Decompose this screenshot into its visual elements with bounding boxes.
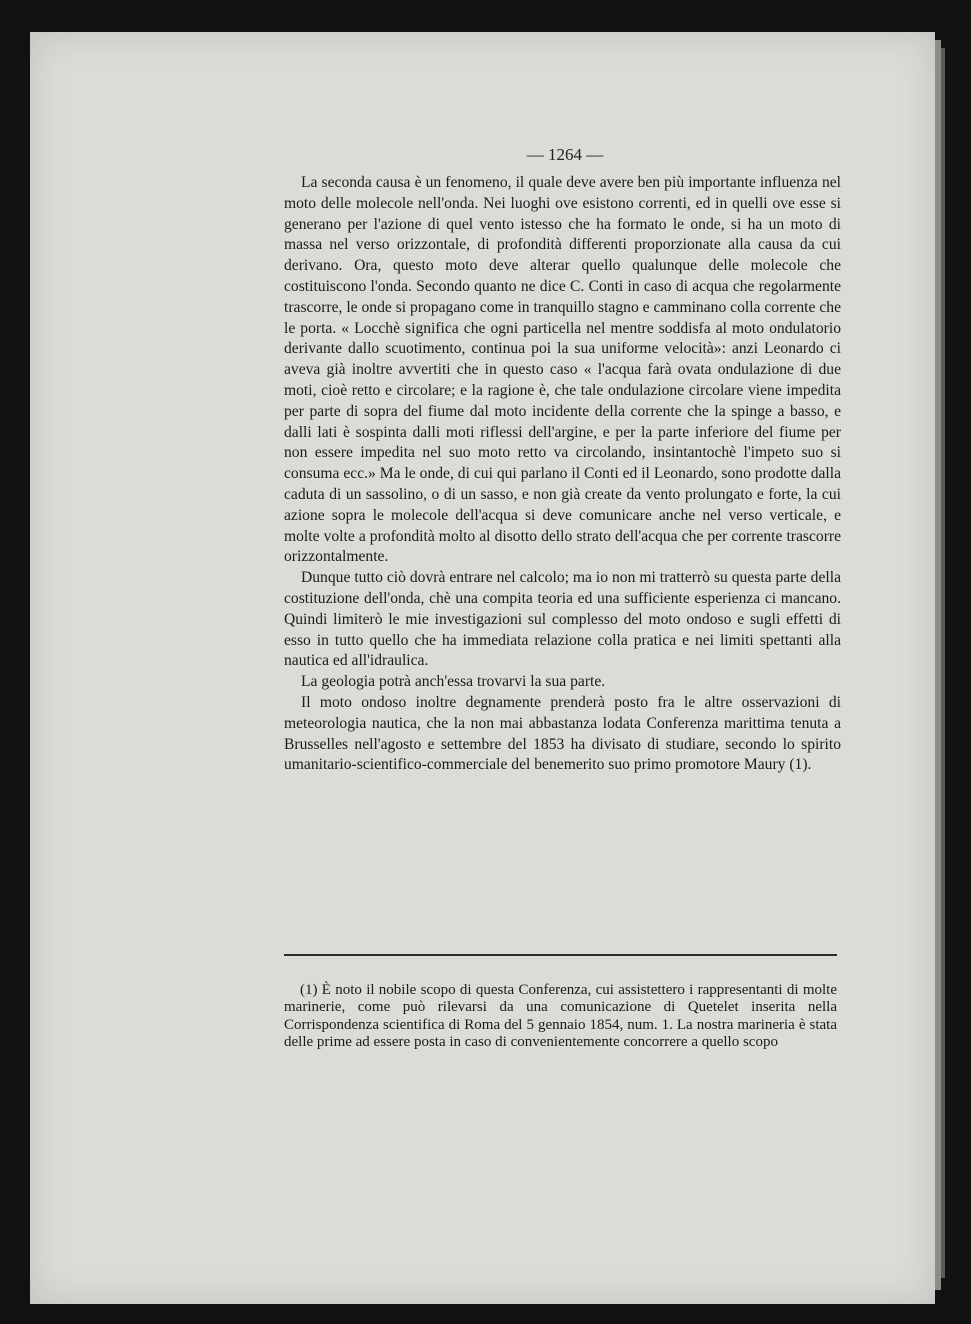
paragraph: La seconda causa è un fenomeno, il quale deve avere ben più importante influenza nel moto delle molecole nell'onda. Nei luoghi ove esistono correnti, ed in quelli ove esse si generano per l'azione di quel vento istesso che ha formato le onde, si ha un moto di massa nel verso orizzontale, di profondità differenti proporzionate alla causa da cui derivano. Ora, questo moto deve alterar quello qualunque delle molecole che costituiscono l'onda. Secondo quanto ne dice C. Conti in caso di acqua che regolarmente trascorre, le onde si propagano come in tranquillo stagno e camminano colla corrente che le porta. « Locchè significa che ogni particella nel mentre soddisfa al moto ondulatorio derivante dallo scuotimento, continua poi la sua uniforme velocità»: anzi Leonardo ci aveva già inoltre avvertiti che in questo caso « l'acqua farà ovata ondulazione di due moti, cioè retto e circolare; e la ragione è, che tale ondulazione circolare viene impedita per parte di sopra del fiume dal moto incidente della corrente che la spinge a basso, e dalli lati è sospinta dalli moti riflessi dell'argine, e per la parte inferiore del fiume per non essere impedita nel suo moto retto va circolando, insintantochè l'impeto suo si consuma ecc.» Ma le onde, di cui qui parlano il Conti ed il Leonardo, sono prodotte dalla caduta di un sassolino, o di un sasso, e non già create da vento prolungato e forte, la cui azione sopra le molecole dell'acqua si deve comunicare anche nel verso verticale, e molte volte a profondità molto al disotto dello strato dell'acqua che per corrente trascorre orizzontalmente. <box>284 174 841 566</box>
footnote-text: (1) È noto il nobile scopo di questa Conferenza, cui assistettero i rappresentanti di molte marinerie, come può rilevarsi da una comunicazione di Quetelet inserita nella Corrispondenza scientifica di Roma del 5 gennaio 1854, num. 1. La nostra marineria è stata delle prime ad essere posta in caso di convenientemente concorrere a quello scopo <box>284 982 837 1051</box>
paragraph: La geologia potrà anch'essa trovarvi la sua parte. <box>301 673 606 691</box>
paragraph: Il moto ondoso inoltre degnamente prenderà posto fra le altre osservazioni di meteorologia nautica, che la non mai abbastanza lodata Conferenza marittima tenuta a Brusselles nell'agosto e settembre del 1853 ha divisato di studiare, secondo lo spirito umanitario-scientifico-commerciale del benemerito suo primo promotore Maury (1). <box>284 693 841 774</box>
paragraph: Dunque tutto ciò dovrà entrare nel calcolo; ma io non mi tratterrò su questa parte della costituzione dell'onda, chè una compita teoria ed una sufficiente esperienza ci mancano. Quindi limiterò le mie investigazioni sul complesso del moto ondoso e sugli effetti di esso in tutto quello che ha immediata relazione colla pratica e nei limiti spettanti alla nautica ed all'idraulica. <box>284 569 841 670</box>
footnote-divider <box>284 954 837 956</box>
footnote <box>284 982 837 1052</box>
page-edge-shadow <box>941 48 945 1278</box>
page-number: — 1264 — <box>526 145 604 164</box>
body-text <box>284 173 841 776</box>
